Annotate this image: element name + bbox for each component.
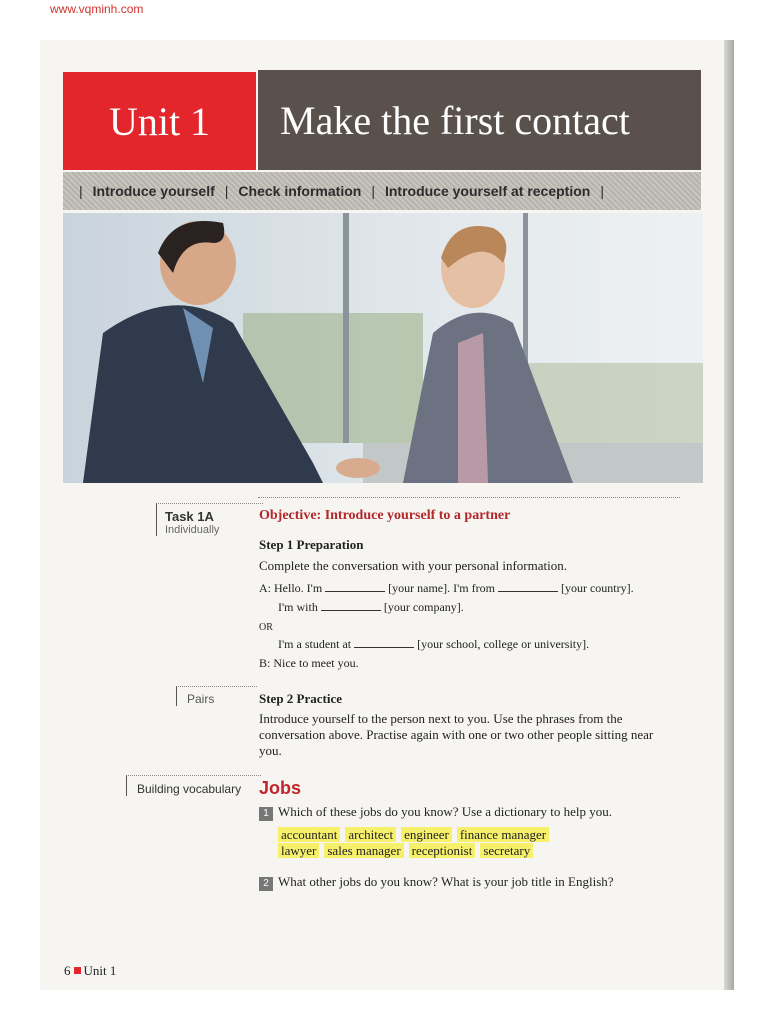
- divider: |: [224, 183, 229, 199]
- question-number: 1: [259, 807, 273, 821]
- question-1: [259, 804, 612, 821]
- task-label: Task 1A: [165, 509, 214, 524]
- watermark-url[interactable]: www.vqminh.com: [50, 2, 144, 16]
- dialogue-b-line: B: Nice to meet you.: [259, 656, 359, 670]
- dialogue-a-line1: [259, 581, 634, 596]
- job-word: sales manager: [324, 843, 403, 858]
- job-word: finance manager: [457, 827, 549, 842]
- dialogue-a-line2: [278, 600, 464, 615]
- a-line3-hint: [your school, college or university].: [417, 637, 590, 651]
- company-blank[interactable]: [321, 609, 381, 611]
- a-line2-prefix: I'm with: [278, 600, 318, 614]
- unit-title: Make the first contact: [258, 70, 701, 170]
- topic-reception: Introduce yourself at reception: [384, 183, 591, 199]
- step2-text: Introduce yourself to the person next to you. Use the phrases from the conversation above. Practise again with one or two other people sitting near you.: [259, 711, 654, 758]
- job-word: secretary: [480, 843, 533, 858]
- task-label-box: [156, 503, 263, 536]
- job-word: lawyer: [278, 843, 319, 858]
- objective: Objective: Introduce yourself to a partner: [259, 508, 511, 523]
- task-mode: Individually: [165, 524, 220, 536]
- divider: |: [79, 183, 83, 199]
- pairs-label-box: [176, 686, 257, 706]
- vocab-label-box: [126, 775, 261, 796]
- divider: |: [600, 183, 604, 199]
- red-square-icon: [74, 967, 81, 974]
- jobs-heading: Jobs: [259, 778, 302, 798]
- a-line1-hint2: [your country].: [560, 581, 634, 595]
- vocab-label: Building vocabulary: [137, 782, 242, 796]
- job-word: receptionist: [409, 843, 476, 858]
- job-word: engineer: [401, 827, 452, 842]
- jobs-row-1: [278, 827, 554, 843]
- topic-check-information: Check information: [238, 183, 362, 199]
- school-blank[interactable]: [354, 646, 414, 648]
- section-rule: [258, 497, 680, 498]
- jobs-row-2: [278, 843, 538, 859]
- step1-instruction: Complete the conversation with your personal information.: [259, 558, 567, 573]
- topics-bar: [63, 172, 701, 210]
- question-2: [259, 874, 614, 891]
- job-word: accountant: [278, 827, 340, 842]
- page-footer: [64, 963, 116, 979]
- question-number: 2: [259, 877, 273, 891]
- a-line1-hint1: [your name]. I'm from: [388, 581, 495, 595]
- a-line1-prefix: A: Hello. I'm: [259, 581, 323, 595]
- a-line2-hint: [your company].: [383, 600, 464, 614]
- divider: |: [371, 183, 375, 199]
- or-label: OR: [259, 622, 273, 633]
- photo-illustration: [63, 213, 703, 483]
- pairs-label: Pairs: [187, 692, 215, 706]
- step2-title: Step 2 Practice: [259, 691, 343, 706]
- question-1-text: Which of these jobs do you know? Use a dictionary to help you.: [278, 804, 612, 819]
- step1-title: Step 1 Preparation: [259, 537, 364, 552]
- name-blank[interactable]: [325, 590, 385, 592]
- country-blank[interactable]: [498, 590, 558, 592]
- page-edge: [724, 40, 734, 990]
- page-number: 6: [64, 963, 71, 978]
- topic-introduce-yourself: Introduce yourself: [92, 183, 215, 199]
- question-2-text: What other jobs do you know? What is your job title in English?: [278, 874, 614, 889]
- handshake-photo: [63, 213, 703, 483]
- job-word: architect: [345, 827, 396, 842]
- dialogue-a-line3: [278, 637, 589, 652]
- a-line3-prefix: I'm a student at: [278, 637, 352, 651]
- unit-label: Unit 1: [63, 72, 256, 170]
- footer-unit: Unit 1: [83, 963, 117, 978]
